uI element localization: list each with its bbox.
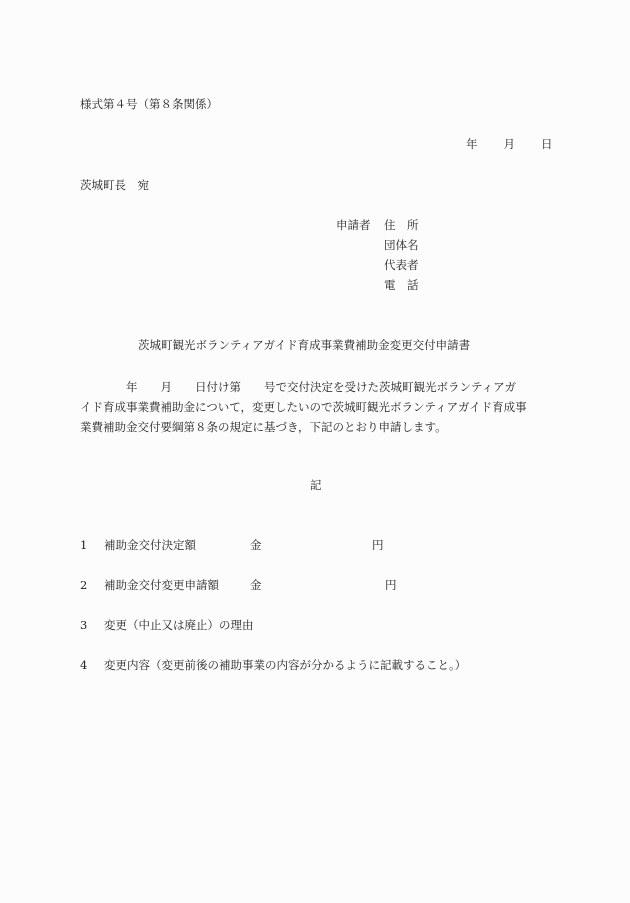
body-line: 業費補助金交付要綱第８条の規定に基づき，下記のとおり申請します。 bbox=[80, 420, 447, 434]
applicant-organization-label: 団体名 bbox=[384, 238, 419, 252]
item-number: 1 bbox=[80, 538, 88, 552]
item-change-reason bbox=[80, 618, 254, 632]
document-title: 茨城町観光ボランティアガイド育成事業費補助金変更交付申請書 bbox=[138, 338, 471, 352]
item-number: 4 bbox=[80, 658, 88, 672]
currency-suffix: 円 bbox=[372, 538, 384, 552]
item-label: 補助金交付変更申請額 bbox=[104, 578, 219, 592]
applicant-label: 申請者 bbox=[336, 218, 371, 232]
addressee: 茨城町長 宛 bbox=[80, 178, 149, 192]
body-line: 年 月 日付け第 号で交付決定を受けた茨城町観光ボランティアガ bbox=[80, 380, 516, 394]
date-line bbox=[466, 137, 553, 151]
date-day: 日 bbox=[541, 137, 553, 151]
item-number: 3 bbox=[80, 618, 88, 632]
form-number: 様式第４号（第８条関係） bbox=[80, 97, 218, 111]
currency-suffix: 円 bbox=[385, 578, 397, 592]
applicant-representative-label: 代表者 bbox=[384, 258, 419, 272]
item-label: 補助金交付決定額 bbox=[104, 538, 196, 552]
item-change-details bbox=[80, 658, 466, 672]
body-text bbox=[80, 377, 555, 437]
item-label: 変更内容（変更前後の補助事業の内容が分かるように記載すること。） bbox=[104, 658, 467, 672]
applicant-address-label: 住 所 bbox=[384, 218, 419, 232]
item-label: 変更（中止又は廃止）の理由 bbox=[104, 618, 254, 632]
applicant-fields bbox=[384, 218, 419, 298]
currency-prefix: 金 bbox=[250, 538, 262, 552]
record-mark: 記 bbox=[310, 478, 322, 492]
date-year: 年 bbox=[466, 137, 478, 151]
item-number: 2 bbox=[80, 578, 88, 592]
currency-prefix: 金 bbox=[250, 578, 262, 592]
item-decided-amount bbox=[80, 538, 196, 552]
date-month: 月 bbox=[503, 137, 515, 151]
item-change-amount bbox=[80, 578, 219, 592]
applicant-phone-label: 電 話 bbox=[384, 278, 419, 292]
body-line: イド育成事業費補助金について，変更したいので茨城町観光ボランティアガイド育成事 bbox=[80, 400, 527, 414]
